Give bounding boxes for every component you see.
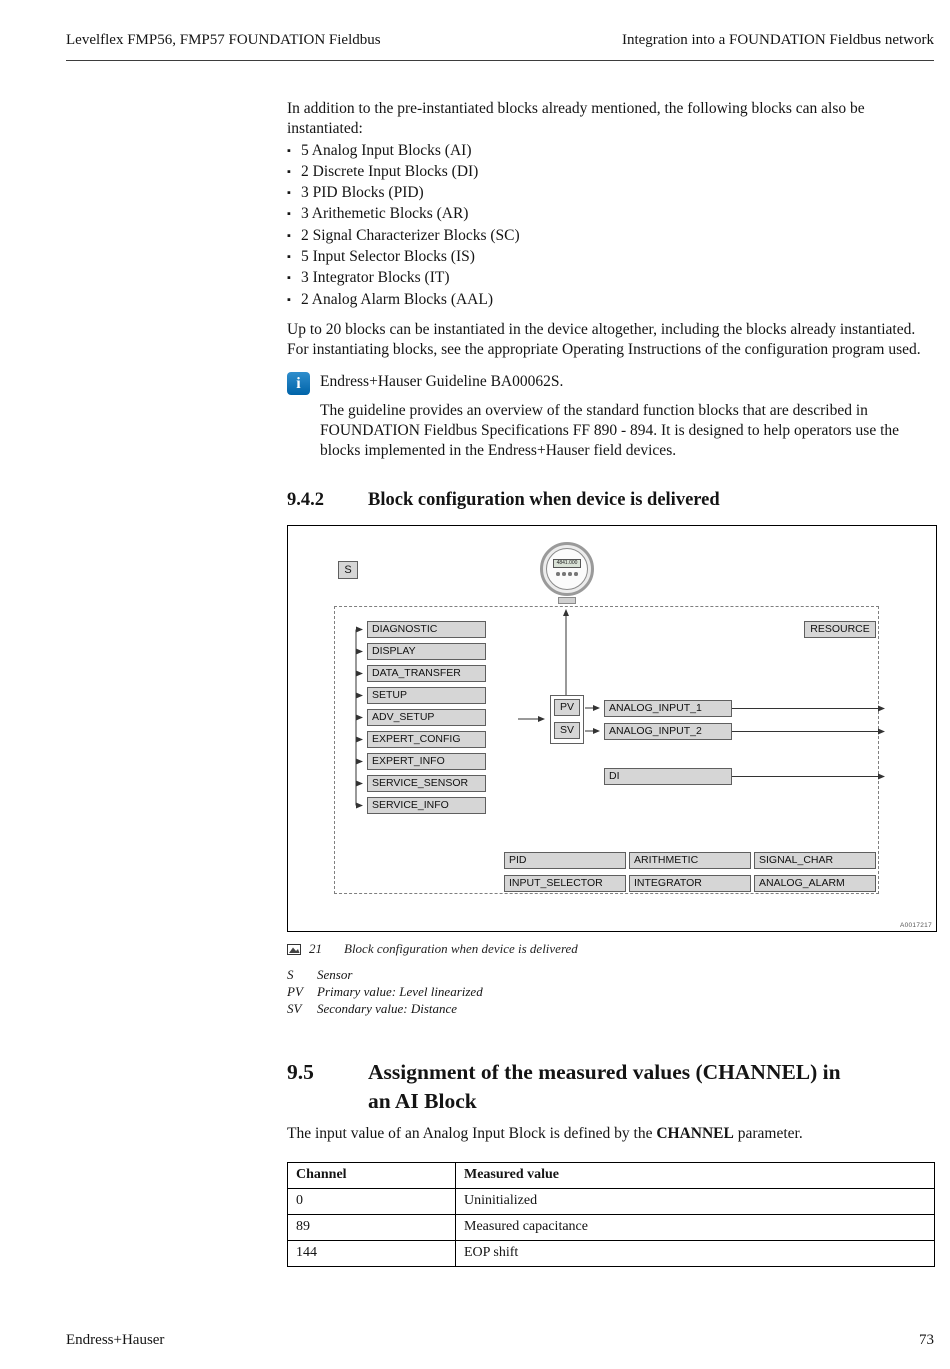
- channel-table: [287, 1162, 935, 1267]
- block-display: DISPLAY: [367, 643, 486, 660]
- device-neck: [558, 597, 576, 604]
- list-item: ▪ 3 Integrator Blocks (IT): [287, 268, 935, 289]
- note-title: Endress+Hauser Guideline BA00062S.: [320, 372, 564, 390]
- block-input-selector: INPUT_SELECTOR: [504, 875, 626, 892]
- block-expert-info: EXPERT_INFO: [367, 753, 486, 770]
- bullet-icon: [287, 204, 301, 225]
- legend-row: S Sensor: [287, 967, 353, 983]
- table-row: [288, 1240, 935, 1266]
- table-header-row: [288, 1162, 935, 1188]
- blocks-limit-paragraph: Up to 20 blocks can be instantiated in the device altogether, including the blocks already instantiated. For instantiating blocks, see the appropriate Operating Instructions of the configuration program used.: [287, 320, 921, 359]
- table-header-measured-value: Measured value: [456, 1162, 935, 1188]
- table-row: [288, 1214, 935, 1240]
- section-heading-942: [287, 490, 935, 511]
- page-header: [66, 32, 934, 61]
- list-item: ▪ 2 Analog Alarm Blocks (AAL): [287, 290, 935, 311]
- page-footer: [66, 1332, 934, 1349]
- block-analog-alarm: ANALOG_ALARM: [754, 875, 876, 892]
- figure-caption: [287, 941, 935, 957]
- section-number: 9.4.2: [287, 490, 324, 511]
- list-item: ▪ 3 PID Blocks (PID): [287, 183, 935, 204]
- list-item: ▪ 5 Analog Input Blocks (AI): [287, 141, 935, 162]
- table-row: [288, 1188, 935, 1214]
- device-display-area: [546, 548, 588, 590]
- main-content: [287, 99, 935, 1267]
- cell-measured-value: Uninitialized: [456, 1188, 935, 1214]
- section-title: Block configuration when device is delivered: [368, 490, 720, 511]
- block-diagram-figure: [287, 525, 937, 932]
- legend-row: PV Primary value: Level linearized: [287, 984, 483, 1000]
- block-adv-setup: ADV_SETUP: [367, 709, 486, 726]
- figure-icon: [287, 944, 301, 955]
- caption-text: Block configuration when device is delivered: [344, 941, 578, 957]
- pv-sv-group: [550, 695, 584, 744]
- cell-measured-value: Measured capacitance: [456, 1214, 935, 1240]
- table-header-channel: Channel: [288, 1162, 456, 1188]
- cell-channel: 0: [288, 1188, 456, 1214]
- caption-number: 21: [309, 941, 322, 957]
- block-setup: SETUP: [367, 687, 486, 704]
- block-service-sensor: SERVICE_SENSOR: [367, 775, 486, 792]
- section-heading-95: [287, 1058, 935, 1116]
- block-service-info: SERVICE_INFO: [367, 797, 486, 814]
- cell-channel: 144: [288, 1240, 456, 1266]
- list-item: ▪ 2 Discrete Input Blocks (DI): [287, 162, 935, 183]
- sv-box: SV: [554, 722, 580, 739]
- intro-paragraph: In addition to the pre-instantiated blocks already mentioned, the following blocks can also be instantiated:: [287, 100, 865, 138]
- list-item: ▪ 5 Input Selector Blocks (IS): [287, 247, 935, 268]
- block-signal-char: SIGNAL_CHAR: [754, 852, 876, 869]
- device-icon: [540, 542, 594, 596]
- block-integrator: INTEGRATOR: [629, 875, 751, 892]
- bullet-icon: [287, 141, 301, 162]
- block-expert-config: EXPERT_CONFIG: [367, 731, 486, 748]
- bullet-icon: [287, 162, 301, 183]
- header-left-title: Levelflex FMP56, FMP57 FOUNDATION Fieldbus: [66, 32, 381, 48]
- channel-intro-paragraph: The input value of an Analog Input Block is defined by the CHANNEL parameter.: [287, 1125, 803, 1143]
- bullet-icon: [287, 290, 301, 311]
- bullet-icon: [287, 247, 301, 268]
- block-arithmetic: ARITHMETIC: [629, 852, 751, 869]
- bullet-icon: [287, 268, 301, 289]
- figure-id: A0017217: [899, 922, 932, 930]
- block-pid: PID: [504, 852, 626, 869]
- block-di: DI: [604, 768, 732, 785]
- device-buttons: [556, 572, 578, 576]
- legend-row: SV Secondary value: Distance: [287, 1001, 458, 1017]
- function-block-column: [367, 621, 486, 819]
- channel-keyword: CHANNEL: [656, 1125, 734, 1143]
- block-data-transfer: DATA_TRANSFER: [367, 665, 486, 682]
- page-number: 73: [919, 1332, 934, 1348]
- device-display-value: 4841.000: [553, 559, 581, 568]
- pv-box: PV: [554, 699, 580, 716]
- bullet-icon: [287, 183, 301, 204]
- block-diagnostic: DIAGNOSTIC: [367, 621, 486, 638]
- block-analog-input-2: ANALOG_INPUT_2: [604, 723, 732, 740]
- section-number: 9.5: [287, 1060, 314, 1085]
- block-resource: RESOURCE: [804, 621, 876, 638]
- info-note: [287, 371, 935, 462]
- header-right-title: Integration into a FOUNDATION Fieldbus network: [621, 32, 934, 48]
- list-item: ▪ 3 Arithemetic Blocks (AR): [287, 204, 935, 225]
- list-item: ▪ 2 Signal Characterizer Blocks (SC): [287, 226, 935, 247]
- figure-legend: [287, 966, 935, 1017]
- bullet-icon: [287, 226, 301, 247]
- cell-channel: 89: [288, 1214, 456, 1240]
- block-bullet-list: [287, 141, 935, 311]
- section-title: Assignment of the measured values (CHANNEL) in an AI Block: [368, 1060, 841, 1114]
- sensor-box: S: [338, 561, 358, 579]
- footer-company: Endress+Hauser: [66, 1332, 165, 1348]
- cell-measured-value: EOP shift: [456, 1240, 935, 1266]
- note-body: The guideline provides an overview of the standard function blocks that are described in FOUNDATION Fieldbus Specifications FF 890 - 894. It is designed to help operators use the blocks implemented in the Endress+Hauser field devices.: [320, 401, 900, 460]
- info-icon: [287, 372, 310, 395]
- block-analog-input-1: ANALOG_INPUT_1: [604, 700, 732, 717]
